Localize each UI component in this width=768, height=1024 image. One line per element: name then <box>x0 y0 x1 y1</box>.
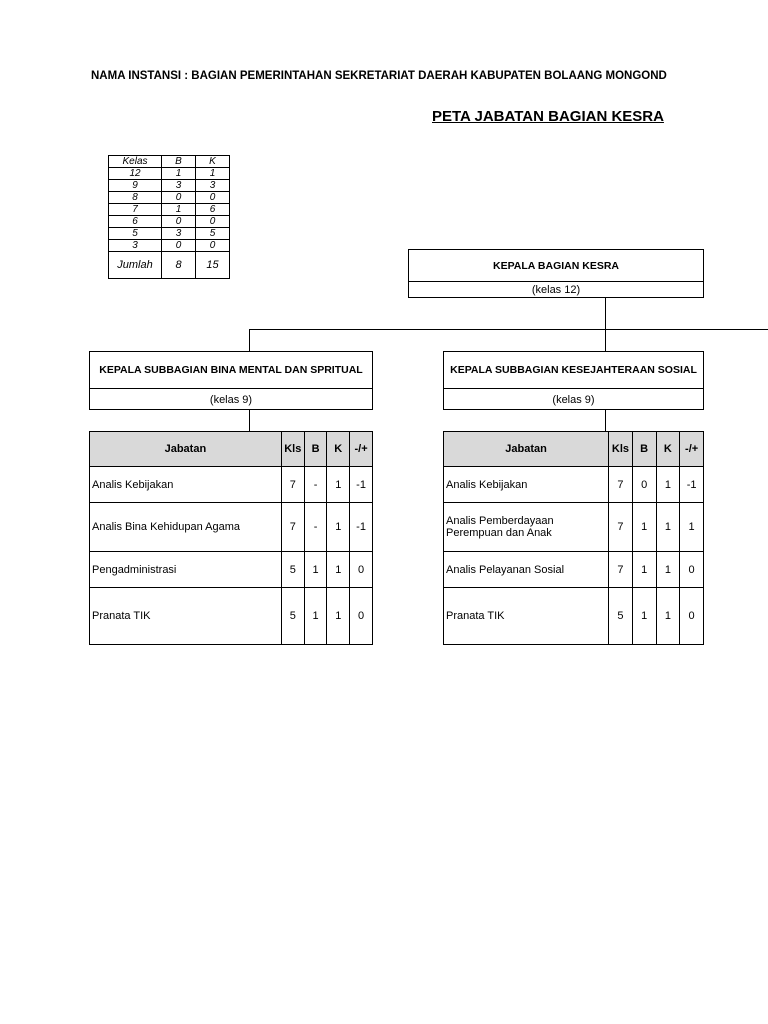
subunit-title: KEPALA SUBBAGIAN BINA MENTAL DAN SPRITUAL <box>90 352 372 389</box>
position-diff: -1 <box>350 503 373 552</box>
subunit-box-bina-mental <box>89 351 373 410</box>
position-table-bina-mental <box>89 431 373 645</box>
table-row <box>444 467 704 503</box>
summary-cell: 0 <box>196 216 230 228</box>
position-k: 1 <box>327 588 350 645</box>
summary-total-row <box>109 252 230 279</box>
position-b: - <box>304 467 327 503</box>
connector-line <box>605 298 606 329</box>
summary-cell: 1 <box>162 204 196 216</box>
summary-cell: 0 <box>162 192 196 204</box>
summary-total-label: Jumlah <box>109 252 162 279</box>
summary-cell: 6 <box>196 204 230 216</box>
position-k: 1 <box>656 552 680 588</box>
summary-header-row <box>109 156 230 168</box>
position-name: Analis Kebijakan <box>444 467 609 503</box>
table-row <box>444 588 704 645</box>
summary-cell: 7 <box>109 204 162 216</box>
summary-cell: 3 <box>196 180 230 192</box>
table-row <box>90 503 373 552</box>
position-k: 1 <box>327 552 350 588</box>
summary-cell: 3 <box>162 228 196 240</box>
column-header-jabatan: Jabatan <box>444 432 609 467</box>
head-position-title: KEPALA BAGIAN KESRA <box>409 250 703 282</box>
position-b: - <box>304 503 327 552</box>
subunit-box-kesejahteraan-sosial <box>443 351 704 410</box>
position-kls: 5 <box>281 588 304 645</box>
position-diff: 0 <box>350 588 373 645</box>
summary-row <box>109 204 230 216</box>
position-name: Analis Bina Kehidupan Agama <box>90 503 282 552</box>
summary-cell: 1 <box>162 168 196 180</box>
position-b: 1 <box>632 588 656 645</box>
column-header-diff: -/+ <box>350 432 373 467</box>
position-kls: 7 <box>609 503 633 552</box>
summary-total-b: 8 <box>162 252 196 279</box>
position-name: Pengadministrasi <box>90 552 282 588</box>
summary-cell: 9 <box>109 180 162 192</box>
table-row <box>90 467 373 503</box>
position-kls: 7 <box>609 467 633 503</box>
summary-row <box>109 180 230 192</box>
connector-line <box>605 329 606 351</box>
position-b: 0 <box>632 467 656 503</box>
summary-cell: 6 <box>109 216 162 228</box>
column-header-b: B <box>304 432 327 467</box>
table-row <box>444 503 704 552</box>
head-position-box <box>408 249 704 298</box>
column-header-k: K <box>327 432 350 467</box>
position-b: 1 <box>304 552 327 588</box>
position-diff: -1 <box>680 467 704 503</box>
table-row <box>444 552 704 588</box>
summary-cell: 0 <box>162 240 196 252</box>
position-k: 1 <box>327 503 350 552</box>
position-name: Analis Kebijakan <box>90 467 282 503</box>
summary-cell: 5 <box>196 228 230 240</box>
summary-cell: 0 <box>162 216 196 228</box>
column-header-b: B <box>632 432 656 467</box>
position-k: 1 <box>327 467 350 503</box>
position-kls: 7 <box>281 467 304 503</box>
position-kls: 5 <box>609 588 633 645</box>
column-header-jabatan: Jabatan <box>90 432 282 467</box>
position-name: Analis Pemberdayaan Perempuan dan Anak <box>444 503 609 552</box>
summary-cell: 1 <box>196 168 230 180</box>
position-b: 1 <box>304 588 327 645</box>
summary-header-b: B <box>162 156 196 168</box>
position-diff: -1 <box>350 467 373 503</box>
column-header-kls: Kls <box>281 432 304 467</box>
position-table-header <box>444 432 704 467</box>
position-b: 1 <box>632 503 656 552</box>
summary-table <box>108 155 230 279</box>
summary-cell: 3 <box>162 180 196 192</box>
summary-header-k: K <box>196 156 230 168</box>
head-position-kelas: (kelas 12) <box>531 284 581 296</box>
summary-header-kelas: Kelas <box>109 156 162 168</box>
summary-cell: 8 <box>109 192 162 204</box>
summary-cell: 3 <box>109 240 162 252</box>
position-name: Pranata TIK <box>444 588 609 645</box>
summary-cell: 0 <box>196 192 230 204</box>
institution-heading: NAMA INSTANSI : BAGIAN PEMERINTAHAN SEKRETARIAT DAERAH KABUPATEN BOLAANG MONGOND <box>91 70 667 82</box>
position-name: Analis Pelayanan Sosial <box>444 552 609 588</box>
position-name: Pranata TIK <box>90 588 282 645</box>
table-row <box>90 588 373 645</box>
table-row <box>90 552 373 588</box>
position-kls: 5 <box>281 552 304 588</box>
summary-cell: 0 <box>196 240 230 252</box>
column-header-kls: Kls <box>609 432 633 467</box>
position-b: 1 <box>632 552 656 588</box>
summary-row <box>109 240 230 252</box>
summary-row <box>109 216 230 228</box>
position-diff: 0 <box>680 552 704 588</box>
connector-line <box>249 409 250 431</box>
summary-row <box>109 168 230 180</box>
summary-cell: 12 <box>109 168 162 180</box>
column-header-k: K <box>656 432 680 467</box>
position-k: 1 <box>656 503 680 552</box>
position-kls: 7 <box>281 503 304 552</box>
subunit-kelas: (kelas 9) <box>552 393 595 406</box>
position-k: 1 <box>656 588 680 645</box>
subunit-title: KEPALA SUBBAGIAN KESEJAHTERAAN SOSIAL <box>444 352 703 389</box>
position-table-header <box>90 432 373 467</box>
position-diff: 0 <box>350 552 373 588</box>
connector-line <box>249 329 250 351</box>
summary-row <box>109 228 230 240</box>
subunit-kelas: (kelas 9) <box>209 393 253 406</box>
column-header-diff: -/+ <box>680 432 704 467</box>
connector-line <box>249 329 768 330</box>
position-diff: 0 <box>680 588 704 645</box>
summary-cell: 5 <box>109 228 162 240</box>
connector-line <box>605 409 606 431</box>
summary-row <box>109 192 230 204</box>
position-diff: 1 <box>680 503 704 552</box>
summary-total-k: 15 <box>196 252 230 279</box>
position-k: 1 <box>656 467 680 503</box>
position-kls: 7 <box>609 552 633 588</box>
position-table-kesejahteraan-sosial <box>443 431 704 645</box>
page-title: PETA JABATAN BAGIAN KESRA <box>432 108 664 125</box>
